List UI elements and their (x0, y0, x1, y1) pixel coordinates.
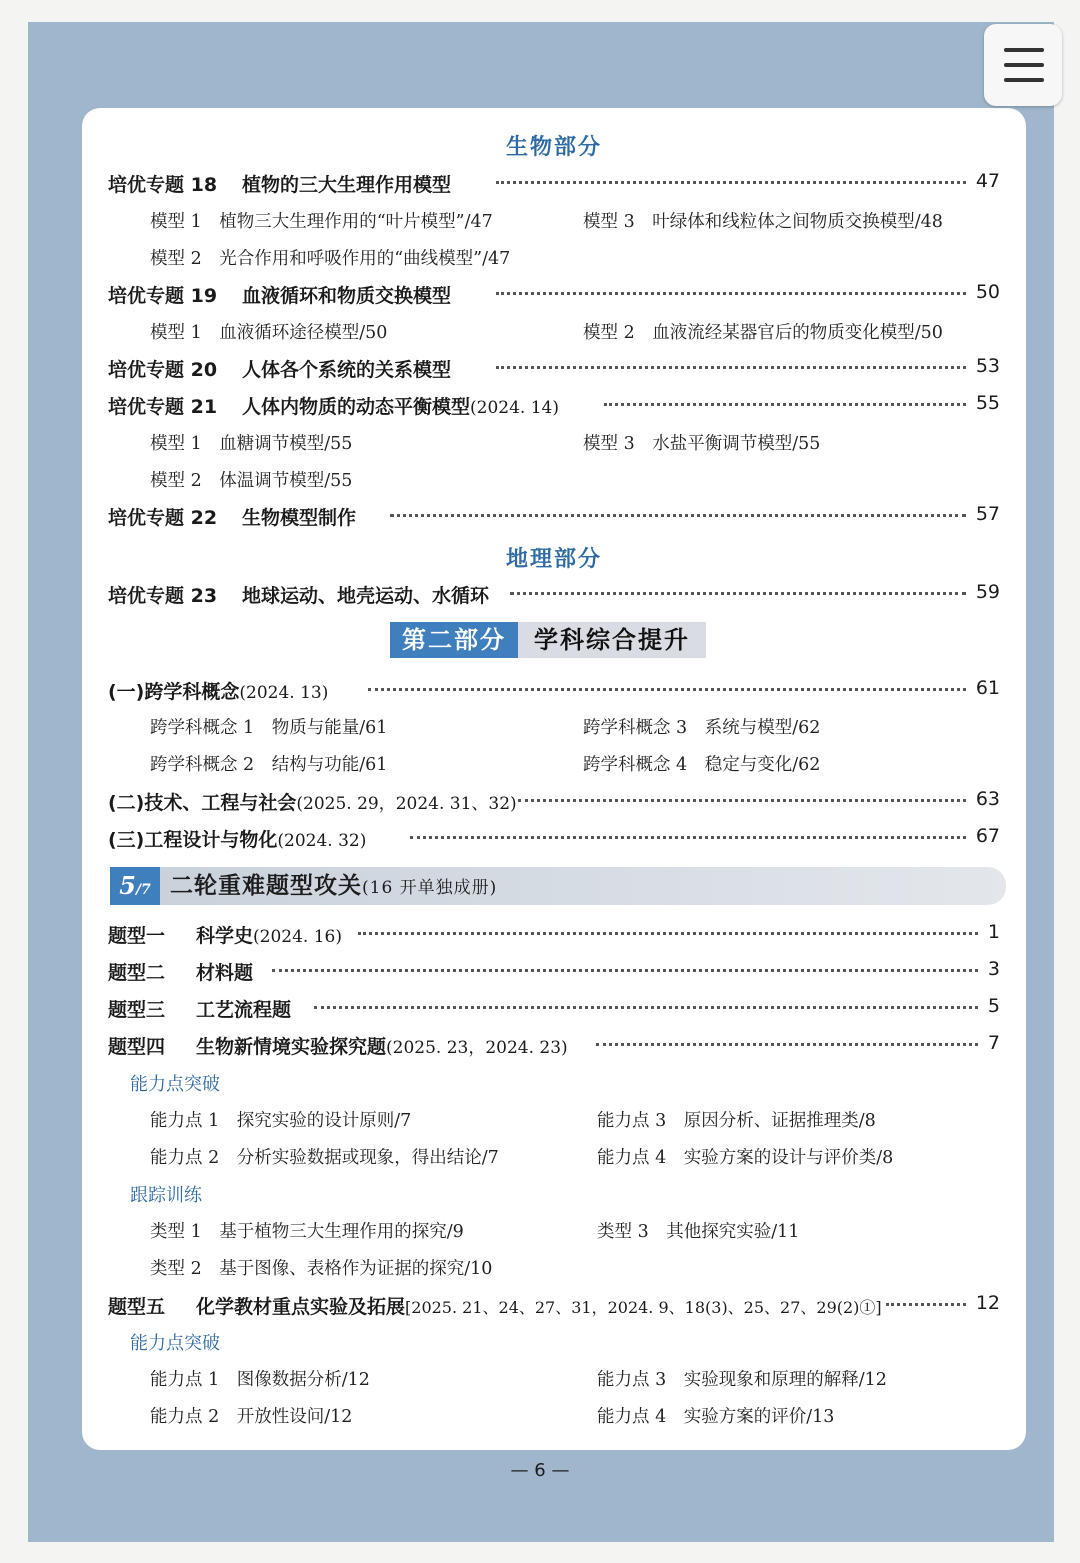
ability-breakthrough-heading: 能力点突破 (130, 1333, 220, 1354)
tech-section-title (108, 788, 517, 815)
page-number: 57 (975, 503, 1000, 525)
part-two-banner (390, 622, 706, 658)
page-number: 47 (975, 170, 1000, 192)
question-type-4-title (196, 1032, 568, 1059)
topic-22-no: 培优专题 22 (108, 507, 218, 529)
leader-dots (510, 592, 966, 595)
topic-19-title: 血液循环和物质交换模型 (242, 285, 452, 307)
concept-entry: 跨学科概念 3 系统与模型/62 (583, 718, 821, 738)
question-type-1-no: 题型一 (108, 925, 166, 947)
leader-dots (410, 836, 966, 839)
part-57-note: (16 开单独成册) (362, 878, 498, 898)
leader-dots (886, 1303, 966, 1306)
ability-entry: 能力点 4 实验方案的设计与评价类/8 (597, 1148, 894, 1168)
page-number: 53 (975, 355, 1000, 377)
menu-icon (1004, 78, 1044, 82)
page-number: 63 (975, 788, 1000, 810)
topic-23-no: 培优专题 23 (108, 585, 218, 607)
leader-dots (390, 514, 966, 517)
topic-18-title: 植物的三大生理作用模型 (242, 174, 452, 196)
question-type-2-title: 材料题 (196, 962, 254, 984)
leader-dots (496, 292, 966, 295)
leader-dots (358, 932, 978, 935)
ability-entry: 能力点 2 分析实验数据或现象，得出结论/7 (150, 1148, 499, 1168)
question-type-5-no: 题型五 (108, 1296, 166, 1318)
training-entry: 类型 1 基于植物三大生理作用的探究/9 (150, 1222, 464, 1242)
model-entry: 模型 3 水盐平衡调节模型/55 (583, 434, 821, 454)
training-entry: 类型 3 其他探究实验/11 (597, 1222, 800, 1242)
page-number: 1 (987, 921, 1000, 943)
page-footer-number: — 6 — (510, 1460, 570, 1481)
tech-section-text: (二)技术、工程与社会 (108, 792, 297, 814)
leader-dots (518, 799, 966, 802)
exam-note: (2024. 13) (239, 683, 329, 703)
exam-note: (2024. 16) (253, 927, 342, 947)
part-57-tag (110, 867, 160, 905)
part-57-tag-sub: /7 (135, 882, 151, 898)
model-entry: 模型 1 血糖调节模型/55 (150, 434, 353, 454)
page-number: 67 (975, 825, 1000, 847)
exam-note: (2024. 14) (470, 398, 559, 418)
ability-entry: 能力点 3 实验现象和原理的解释/12 (597, 1370, 887, 1390)
ability-entry: 能力点 1 探究实验的设计原则/7 (150, 1111, 412, 1131)
leader-dots (368, 688, 966, 691)
question-type-2-no: 题型二 (108, 962, 166, 984)
page-number: 7 (987, 1032, 1000, 1054)
part-57-tag-num: 5 (119, 871, 136, 900)
leader-dots (314, 1006, 978, 1009)
content-card (82, 108, 1026, 1450)
question-type-4-text: 生物新情境实验探究题 (196, 1036, 387, 1058)
question-type-3-no: 题型三 (108, 999, 166, 1021)
page-number: 59 (975, 581, 1000, 603)
section-heading-geography: 地理部分 (506, 547, 603, 572)
question-type-5-title (196, 1292, 882, 1319)
topic-20-title: 人体各个系统的关系模型 (242, 359, 452, 381)
ability-entry: 能力点 2 开放性设问/12 (150, 1407, 353, 1427)
topic-21-title (242, 392, 559, 419)
menu-icon (1004, 48, 1044, 52)
ability-breakthrough-heading: 能力点突破 (130, 1074, 220, 1095)
topic-18-no: 培优专题 18 (108, 174, 218, 196)
model-entry: 模型 2 血液流经某器官后的物质变化模型/50 (583, 323, 943, 343)
model-entry: 模型 2 光合作用和呼吸作用的“曲线模型”/47 (150, 249, 511, 269)
design-section-text: (三)工程设计与物化 (108, 829, 278, 851)
training-entry: 类型 2 基于图像、表格作为证据的探究/10 (150, 1259, 493, 1279)
topic-19-no: 培优专题 19 (108, 285, 218, 307)
page-number: 12 (975, 1292, 1000, 1314)
page-number: 50 (975, 281, 1000, 303)
tracking-training-heading: 跟踪训练 (130, 1185, 202, 1206)
model-entry: 模型 2 体温调节模型/55 (150, 471, 353, 491)
model-entry: 模型 1 植物三大生理作用的“叶片模型”/47 (150, 212, 493, 232)
topic-20-no: 培优专题 20 (108, 359, 218, 381)
ability-entry: 能力点 1 图像数据分析/12 (150, 1370, 370, 1390)
question-type-3-title: 工艺流程题 (196, 999, 292, 1021)
part-57-title-text: 二轮重难题型攻关 (170, 873, 362, 899)
exam-note: (2025. 23，2024. 23) (386, 1038, 568, 1058)
part-two-label: 第二部分 (390, 622, 518, 658)
leader-dots (604, 403, 966, 406)
model-entry: 模型 3 叶绿体和线粒体之间物质交换模型/48 (583, 212, 943, 232)
question-type-4-no: 题型四 (108, 1036, 166, 1058)
question-type-1-title (196, 921, 342, 948)
page-number: 5 (987, 995, 1000, 1017)
concept-entry: 跨学科概念 1 物质与能量/61 (150, 718, 388, 738)
leader-dots (496, 366, 966, 369)
leader-dots (596, 1043, 978, 1046)
concept-section-text: (一)跨学科概念 (108, 681, 240, 703)
ability-entry: 能力点 3 原因分析、证据推理类/8 (597, 1111, 876, 1131)
exam-note: (2025. 29，2024. 31、32) (296, 794, 517, 814)
model-entry: 模型 1 血液循环途径模型/50 (150, 323, 388, 343)
topic-21-no: 培优专题 21 (108, 396, 218, 418)
menu-button[interactable] (984, 24, 1062, 106)
part-two-title: 学科综合提升 (518, 622, 706, 658)
part-57-banner (110, 867, 1006, 905)
question-type-1-text: 科学史 (196, 925, 254, 947)
exam-note: (2024. 32) (277, 831, 367, 851)
menu-icon (1004, 63, 1044, 67)
question-type-5-text: 化学教材重点实验及拓展 (196, 1296, 406, 1318)
page-number: 61 (975, 677, 1000, 699)
topic-21-title-text: 人体内物质的动态平衡模型 (242, 396, 471, 418)
leader-dots (496, 181, 966, 184)
exam-note: [2025. 21、24、27、31，2024. 9、18(3)、25、27、29(2)①] (405, 1298, 882, 1317)
section-heading-biology: 生物部分 (506, 135, 603, 160)
concept-entry: 跨学科概念 4 稳定与变化/62 (583, 755, 821, 775)
concept-section-title (108, 677, 328, 704)
topic-23-title: 地球运动、地壳运动、水循环 (242, 585, 490, 607)
topic-22-title: 生物模型制作 (242, 507, 357, 529)
page-number: 55 (975, 392, 1000, 414)
page-number: 3 (987, 958, 1000, 980)
part-57-title (170, 867, 497, 907)
design-section-title (108, 825, 366, 852)
ability-entry: 能力点 4 实验方案的评价/13 (597, 1407, 835, 1427)
leader-dots (272, 969, 978, 972)
concept-entry: 跨学科概念 2 结构与功能/61 (150, 755, 388, 775)
